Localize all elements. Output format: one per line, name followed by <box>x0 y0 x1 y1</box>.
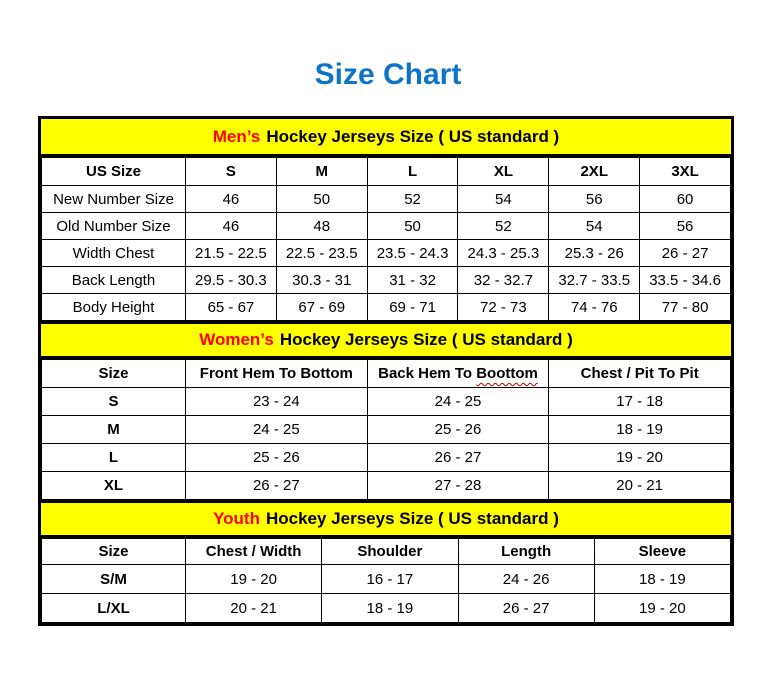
row-label-cell: S/M <box>42 565 186 594</box>
size-chart <box>38 116 734 626</box>
table-row <box>42 472 731 500</box>
column-header-cell: L <box>367 158 458 186</box>
womens-accent-label: Women’s <box>199 330 274 349</box>
value-cell: 24 - 25 <box>367 388 549 416</box>
value-cell: 20 - 21 <box>186 594 322 623</box>
column-header-cell: Sleeve <box>594 539 730 565</box>
youth-header-text: Hockey Jerseys Size ( US standard ) <box>265 509 559 528</box>
value-cell: 65 - 67 <box>186 294 277 321</box>
value-cell: 24 - 25 <box>186 416 368 444</box>
value-cell: 27 - 28 <box>367 472 549 500</box>
table-row <box>42 240 731 267</box>
table-row <box>42 267 731 294</box>
youth-size-table <box>41 538 731 623</box>
value-cell: 21.5 - 22.5 <box>186 240 277 267</box>
value-cell: 23.5 - 24.3 <box>367 240 458 267</box>
value-cell: 24 - 26 <box>458 565 594 594</box>
column-header-cell: S <box>186 158 277 186</box>
column-header-cell: M <box>276 158 367 186</box>
mens-header-row <box>42 158 731 186</box>
value-cell: 20 - 21 <box>549 472 731 500</box>
value-cell: 32 - 32.7 <box>458 267 549 294</box>
value-cell: 25.3 - 26 <box>549 240 640 267</box>
table-row <box>42 565 731 594</box>
table-row <box>42 416 731 444</box>
womens-header-text: Hockey Jerseys Size ( US standard ) <box>279 330 573 349</box>
value-cell: 31 - 32 <box>367 267 458 294</box>
value-cell: 26 - 27 <box>640 240 731 267</box>
table-row <box>42 388 731 416</box>
value-cell: 33.5 - 34.6 <box>640 267 731 294</box>
value-cell: 72 - 73 <box>458 294 549 321</box>
row-label-cell: Back Length <box>42 267 186 294</box>
value-cell: 19 - 20 <box>186 565 322 594</box>
column-header-cell: Size <box>42 539 186 565</box>
value-cell: 46 <box>186 186 277 213</box>
value-cell: 18 - 19 <box>549 416 731 444</box>
column-header-cell: Shoulder <box>322 539 458 565</box>
value-cell: 67 - 69 <box>276 294 367 321</box>
column-header-cell: Length <box>458 539 594 565</box>
row-label-cell: New Number Size <box>42 186 186 213</box>
table-row <box>42 444 731 472</box>
value-cell: 50 <box>367 213 458 240</box>
youth-accent-label: Youth <box>213 509 260 528</box>
value-cell: 18 - 19 <box>594 565 730 594</box>
womens-section-header <box>41 321 731 359</box>
column-header-cell: XL <box>458 158 549 186</box>
value-cell: 48 <box>276 213 367 240</box>
column-header-text: Back Hem To <box>378 365 473 382</box>
value-cell: 25 - 26 <box>367 416 549 444</box>
value-cell: 52 <box>458 213 549 240</box>
value-cell: 56 <box>640 213 731 240</box>
row-label-cell: XL <box>42 472 186 500</box>
mens-section-header <box>41 119 731 157</box>
row-label-cell: Body Height <box>42 294 186 321</box>
mens-header-text: Hockey Jerseys Size ( US standard ) <box>266 126 560 146</box>
column-header-cell: Front Hem To Bottom <box>186 360 368 388</box>
mens-size-table <box>41 157 731 321</box>
column-header-cell: 2XL <box>549 158 640 186</box>
mens-accent-label: Men’s <box>212 126 261 146</box>
value-cell: 69 - 71 <box>367 294 458 321</box>
column-header-cell: Chest / Pit To Pit <box>549 360 731 388</box>
table-row <box>42 213 731 240</box>
youth-header-row <box>42 539 731 565</box>
value-cell: 60 <box>640 186 731 213</box>
value-cell: 77 - 80 <box>640 294 731 321</box>
value-cell: 54 <box>549 213 640 240</box>
value-cell: 18 - 19 <box>322 594 458 623</box>
row-label-cell: S <box>42 388 186 416</box>
value-cell: 74 - 76 <box>549 294 640 321</box>
youth-section-header <box>41 500 731 538</box>
table-row <box>42 186 731 213</box>
column-header-cell: US Size <box>42 158 186 186</box>
column-header-cell: Chest / Width <box>186 539 322 565</box>
value-cell: 26 - 27 <box>458 594 594 623</box>
row-label-cell: Width Chest <box>42 240 186 267</box>
column-header-cell: 3XL <box>640 158 731 186</box>
value-cell: 52 <box>367 186 458 213</box>
value-cell: 54 <box>458 186 549 213</box>
value-cell: 26 - 27 <box>186 472 368 500</box>
womens-header-row <box>42 360 731 388</box>
value-cell: 29.5 - 30.3 <box>186 267 277 294</box>
value-cell: 50 <box>276 186 367 213</box>
table-row <box>42 294 731 321</box>
value-cell: 23 - 24 <box>186 388 368 416</box>
value-cell: 32.7 - 33.5 <box>549 267 640 294</box>
value-cell: 19 - 20 <box>594 594 730 623</box>
row-label-cell: L <box>42 444 186 472</box>
row-label-cell: Old Number Size <box>42 213 186 240</box>
value-cell: 25 - 26 <box>186 444 368 472</box>
value-cell: 19 - 20 <box>549 444 731 472</box>
value-cell: 24.3 - 25.3 <box>458 240 549 267</box>
value-cell: 30.3 - 31 <box>276 267 367 294</box>
value-cell: 46 <box>186 213 277 240</box>
row-label-cell: M <box>42 416 186 444</box>
page-title: Size Chart <box>314 58 462 91</box>
value-cell: 17 - 18 <box>549 388 731 416</box>
value-cell: 56 <box>549 186 640 213</box>
column-header-cell: Size <box>42 360 186 388</box>
value-cell: 26 - 27 <box>367 444 549 472</box>
row-label-cell: L/XL <box>42 594 186 623</box>
table-row <box>42 594 731 623</box>
misspelled-word: Boottom <box>476 365 538 382</box>
value-cell: 22.5 - 23.5 <box>276 240 367 267</box>
size-chart-page <box>0 56 776 626</box>
column-header-cell <box>367 360 549 388</box>
womens-size-table <box>41 359 731 500</box>
value-cell: 16 - 17 <box>322 565 458 594</box>
